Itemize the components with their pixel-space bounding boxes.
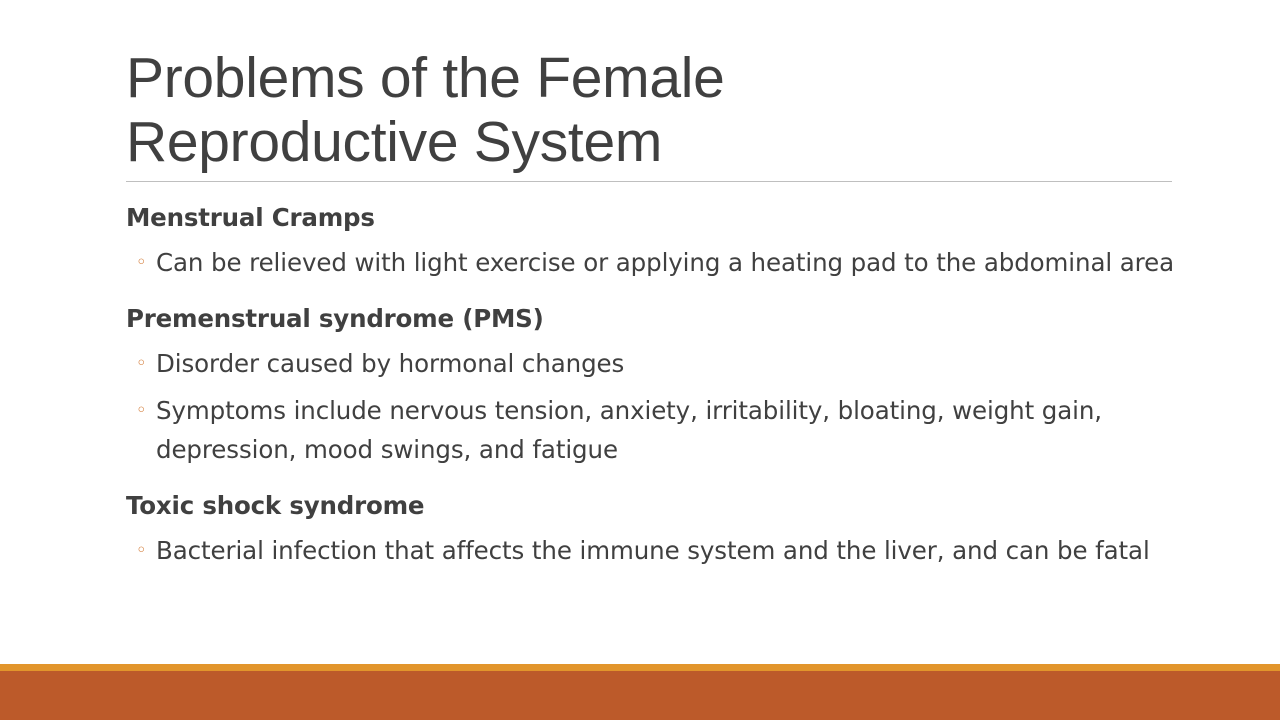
hollow-circle-bullet-icon: ◦ <box>136 252 147 273</box>
slide-content <box>126 197 1176 586</box>
hollow-circle-bullet-icon: ◦ <box>136 540 147 561</box>
bullet-item <box>126 531 1176 570</box>
section-toxic-shock <box>126 485 1176 570</box>
bullet-item <box>126 344 1176 383</box>
footer-bar <box>0 671 1280 720</box>
slide-title <box>126 46 1186 174</box>
bullet-text: Disorder caused by hormonal changes <box>156 349 625 378</box>
bullet-text: Can be relieved with light exercise or applying a heating pad to the abdominal area <box>156 248 1174 277</box>
section-pms <box>126 298 1176 469</box>
section-heading: Premenstrual syndrome (PMS) <box>126 304 544 333</box>
slide-title-line-1: Problems of the Female <box>126 46 725 110</box>
footer-accent-stripe <box>0 664 1280 671</box>
section-menstrual-cramps <box>126 197 1176 282</box>
bullet-text: Symptoms include nervous tension, anxiety, irritability, bloating, weight gain, depression, mood swings, and fatigue <box>156 396 1102 464</box>
bullet-list <box>126 531 1176 570</box>
bullet-item <box>126 391 1176 469</box>
bullet-item <box>126 243 1176 282</box>
section-heading: Menstrual Cramps <box>126 203 375 232</box>
bullet-text: Bacterial infection that affects the immune system and the liver, and can be fatal <box>156 536 1150 565</box>
bullet-list <box>126 344 1176 469</box>
hollow-circle-bullet-icon: ◦ <box>136 400 147 421</box>
section-heading: Toxic shock syndrome <box>126 491 425 520</box>
slide-title-line-2: Reproductive System <box>126 110 663 174</box>
hollow-circle-bullet-icon: ◦ <box>136 353 147 374</box>
title-divider <box>126 181 1172 182</box>
bullet-list <box>126 243 1176 282</box>
